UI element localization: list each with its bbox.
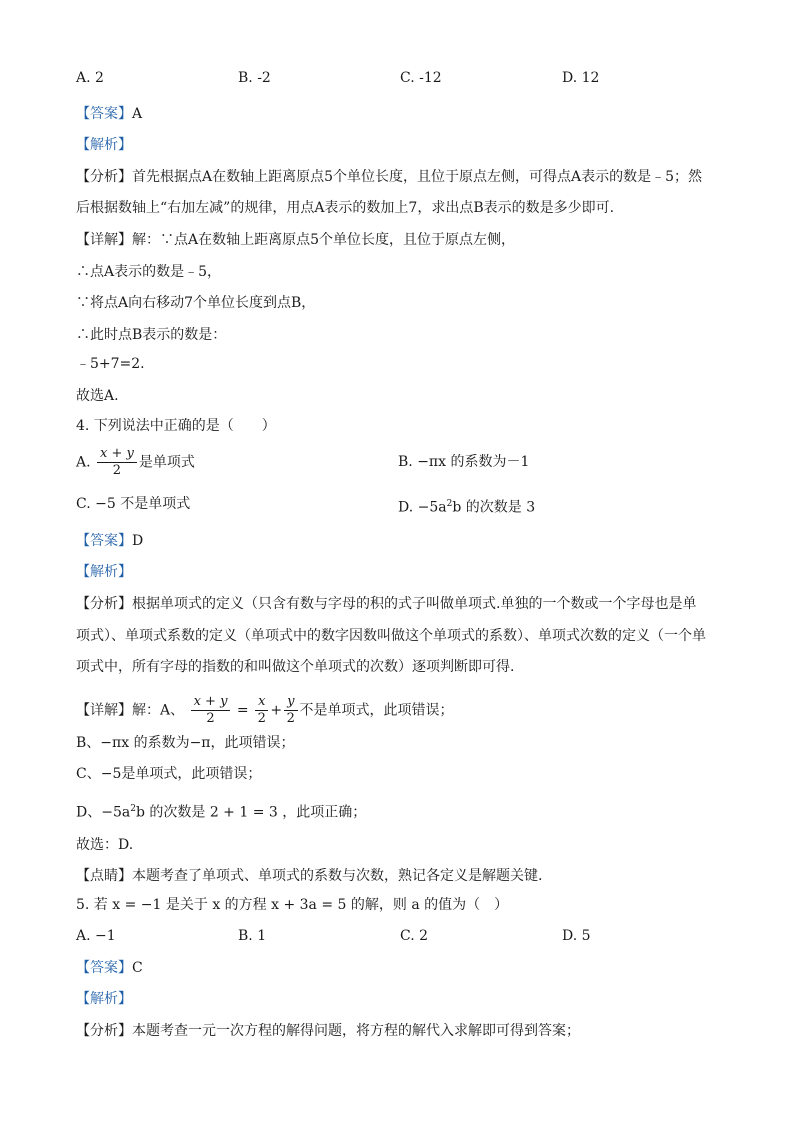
xiangjie-text: 解：A、: [132, 702, 185, 719]
xiangjie-tag: 【详解】: [76, 702, 132, 719]
answer-value: A: [132, 106, 143, 122]
xiangjie-text: 解：∵点A在数轴上距离原点5个单位长度，且位于原点左侧，: [132, 232, 516, 248]
q5-option-a: A. −1: [76, 928, 116, 944]
fenxi-tag: 【分析】: [76, 1023, 132, 1039]
xiangjie-text: D、−5a: [76, 804, 131, 821]
q5-analysis-label: 【解析】: [76, 991, 132, 1007]
q3-xiangjie-line5: ﹣5+7=2.: [76, 356, 145, 372]
q4-option-d: [398, 494, 535, 518]
xiangjie-text: 不是单项式，此项错误；: [299, 702, 454, 719]
option-text-suffix: b 的次数是 3: [452, 499, 536, 516]
option-text: 是单项式: [138, 454, 195, 471]
q5-answer: [76, 958, 143, 978]
fraction-numerator: x: [255, 694, 268, 711]
q4-xiangjie-d: [76, 799, 366, 823]
q3-xiangjie-line2: ∴点A表示的数是﹣5，: [76, 264, 222, 280]
q3-option-b: B. -2: [238, 70, 271, 86]
fraction: [284, 694, 297, 727]
q5-fenxi-line1: [76, 1021, 580, 1041]
fraction: [191, 694, 231, 727]
dianjing-text: 本题考查了单项式、单项式的系数与次数，熟记各定义是解题关键.: [132, 868, 543, 884]
q4-stem: 4. 下列说法中正确的是（ ）: [76, 418, 276, 434]
q3-xiangjie-line6: 故选A.: [76, 388, 119, 404]
q3-option-a: A. 2: [76, 70, 104, 86]
q4-xiangjie-b: B、−πx 的系数为−π，此项错误；: [76, 735, 295, 751]
q5-stem: 5. 若 x = −1 是关于 x 的方程 x + 3a = 5 的解，则 a 的值为（ ）: [76, 897, 509, 913]
q4-option-b: B. −πx 的系数为－1: [398, 454, 530, 470]
answer-tag: 【答案】: [76, 533, 132, 549]
option-letter: A.: [76, 454, 91, 471]
q4-option-c: C. −5 不是单项式: [76, 496, 191, 512]
exponent: 2: [446, 499, 453, 509]
fraction-numerator: x + y: [191, 694, 231, 711]
q4-analysis-label: 【解析】: [76, 564, 132, 580]
q4-option-a: [76, 446, 195, 479]
q5-option-c: C. 2: [400, 928, 429, 944]
q3-fenxi-line2: 后根据数轴上“右加左减”的规律，用点A表示的数加上7，求出点B表示的数是多少即可.: [76, 200, 615, 216]
answer-tag: 【答案】: [76, 106, 132, 122]
fraction-denominator: 2: [112, 463, 122, 478]
dianjing-tag: 【点睛】: [76, 868, 132, 884]
q4-xiangjie-c: C、−5是单项式，此项错误；: [76, 766, 262, 782]
q3-xiangjie-line1: [76, 230, 515, 250]
xiangjie-text: b 的次数是 2 + 1 = 3 ，此项正确；: [135, 804, 367, 821]
fenxi-text: 首先根据点A在数轴上距离原点5个单位长度，且位于原点左侧，可得点A表示的数是﹣5；然: [132, 169, 703, 185]
q4-fenxi-line1: [76, 594, 696, 614]
fraction-denominator: 2: [257, 711, 266, 726]
q4-fenxi-line3: 项式中，所有字母的指数的和叫做这个单项式的次数）逐项判断即可得.: [76, 659, 515, 675]
q3-analysis-label: 【解析】: [76, 137, 132, 153]
exponent: 2: [130, 804, 136, 814]
q4-dianjing: [76, 866, 542, 886]
q3-option-d: D. 12: [562, 70, 600, 86]
q3-option-c: C. -12: [400, 70, 442, 86]
option-text: D. −5a: [398, 499, 447, 516]
fenxi-tag: 【分析】: [76, 169, 132, 185]
fraction: [97, 446, 137, 479]
q3-fenxi-line1: [76, 167, 702, 187]
q4-answer: [76, 531, 143, 551]
equals-sign: =: [236, 702, 249, 719]
answer-value: D: [132, 533, 144, 549]
q5-option-b: B. 1: [238, 928, 267, 944]
q4-fenxi-line2: 项式）、单项式系数的定义（单项式中的数字因数叫做这个单项式的系数）、单项式次数的定义（一个单: [76, 628, 706, 644]
fraction-numerator: y: [284, 694, 297, 711]
fraction-numerator: x + y: [97, 446, 137, 463]
fenxi-text: 本题考查一元一次方程的解得问题，将方程的解代入求解即可得到答案；: [132, 1023, 580, 1039]
q4-xiangjie-a: [76, 694, 454, 727]
fraction-denominator: 2: [286, 711, 295, 726]
answer-value: C: [132, 960, 143, 976]
plus-sign: +: [270, 702, 283, 719]
xiangjie-tag: 【详解】: [76, 232, 132, 248]
q4-xiangjie-end: 故选：D.: [76, 837, 134, 853]
q5-option-d: D. 5: [562, 928, 591, 944]
fraction-denominator: 2: [206, 711, 215, 726]
q3-xiangjie-line4: ∴此时点B表示的数是：: [76, 327, 227, 343]
answer-tag: 【答案】: [76, 960, 132, 976]
q3-answer: [76, 104, 142, 124]
q3-xiangjie-line3: ∵将点A向右移动7个单位长度到点B，: [76, 295, 316, 311]
fenxi-text: 根据单项式的定义（只含有数与字母的积的式子叫做单项式.单独的一个数或一个字母也是单: [132, 596, 697, 612]
fenxi-tag: 【分析】: [76, 596, 132, 612]
fraction: [255, 694, 268, 727]
